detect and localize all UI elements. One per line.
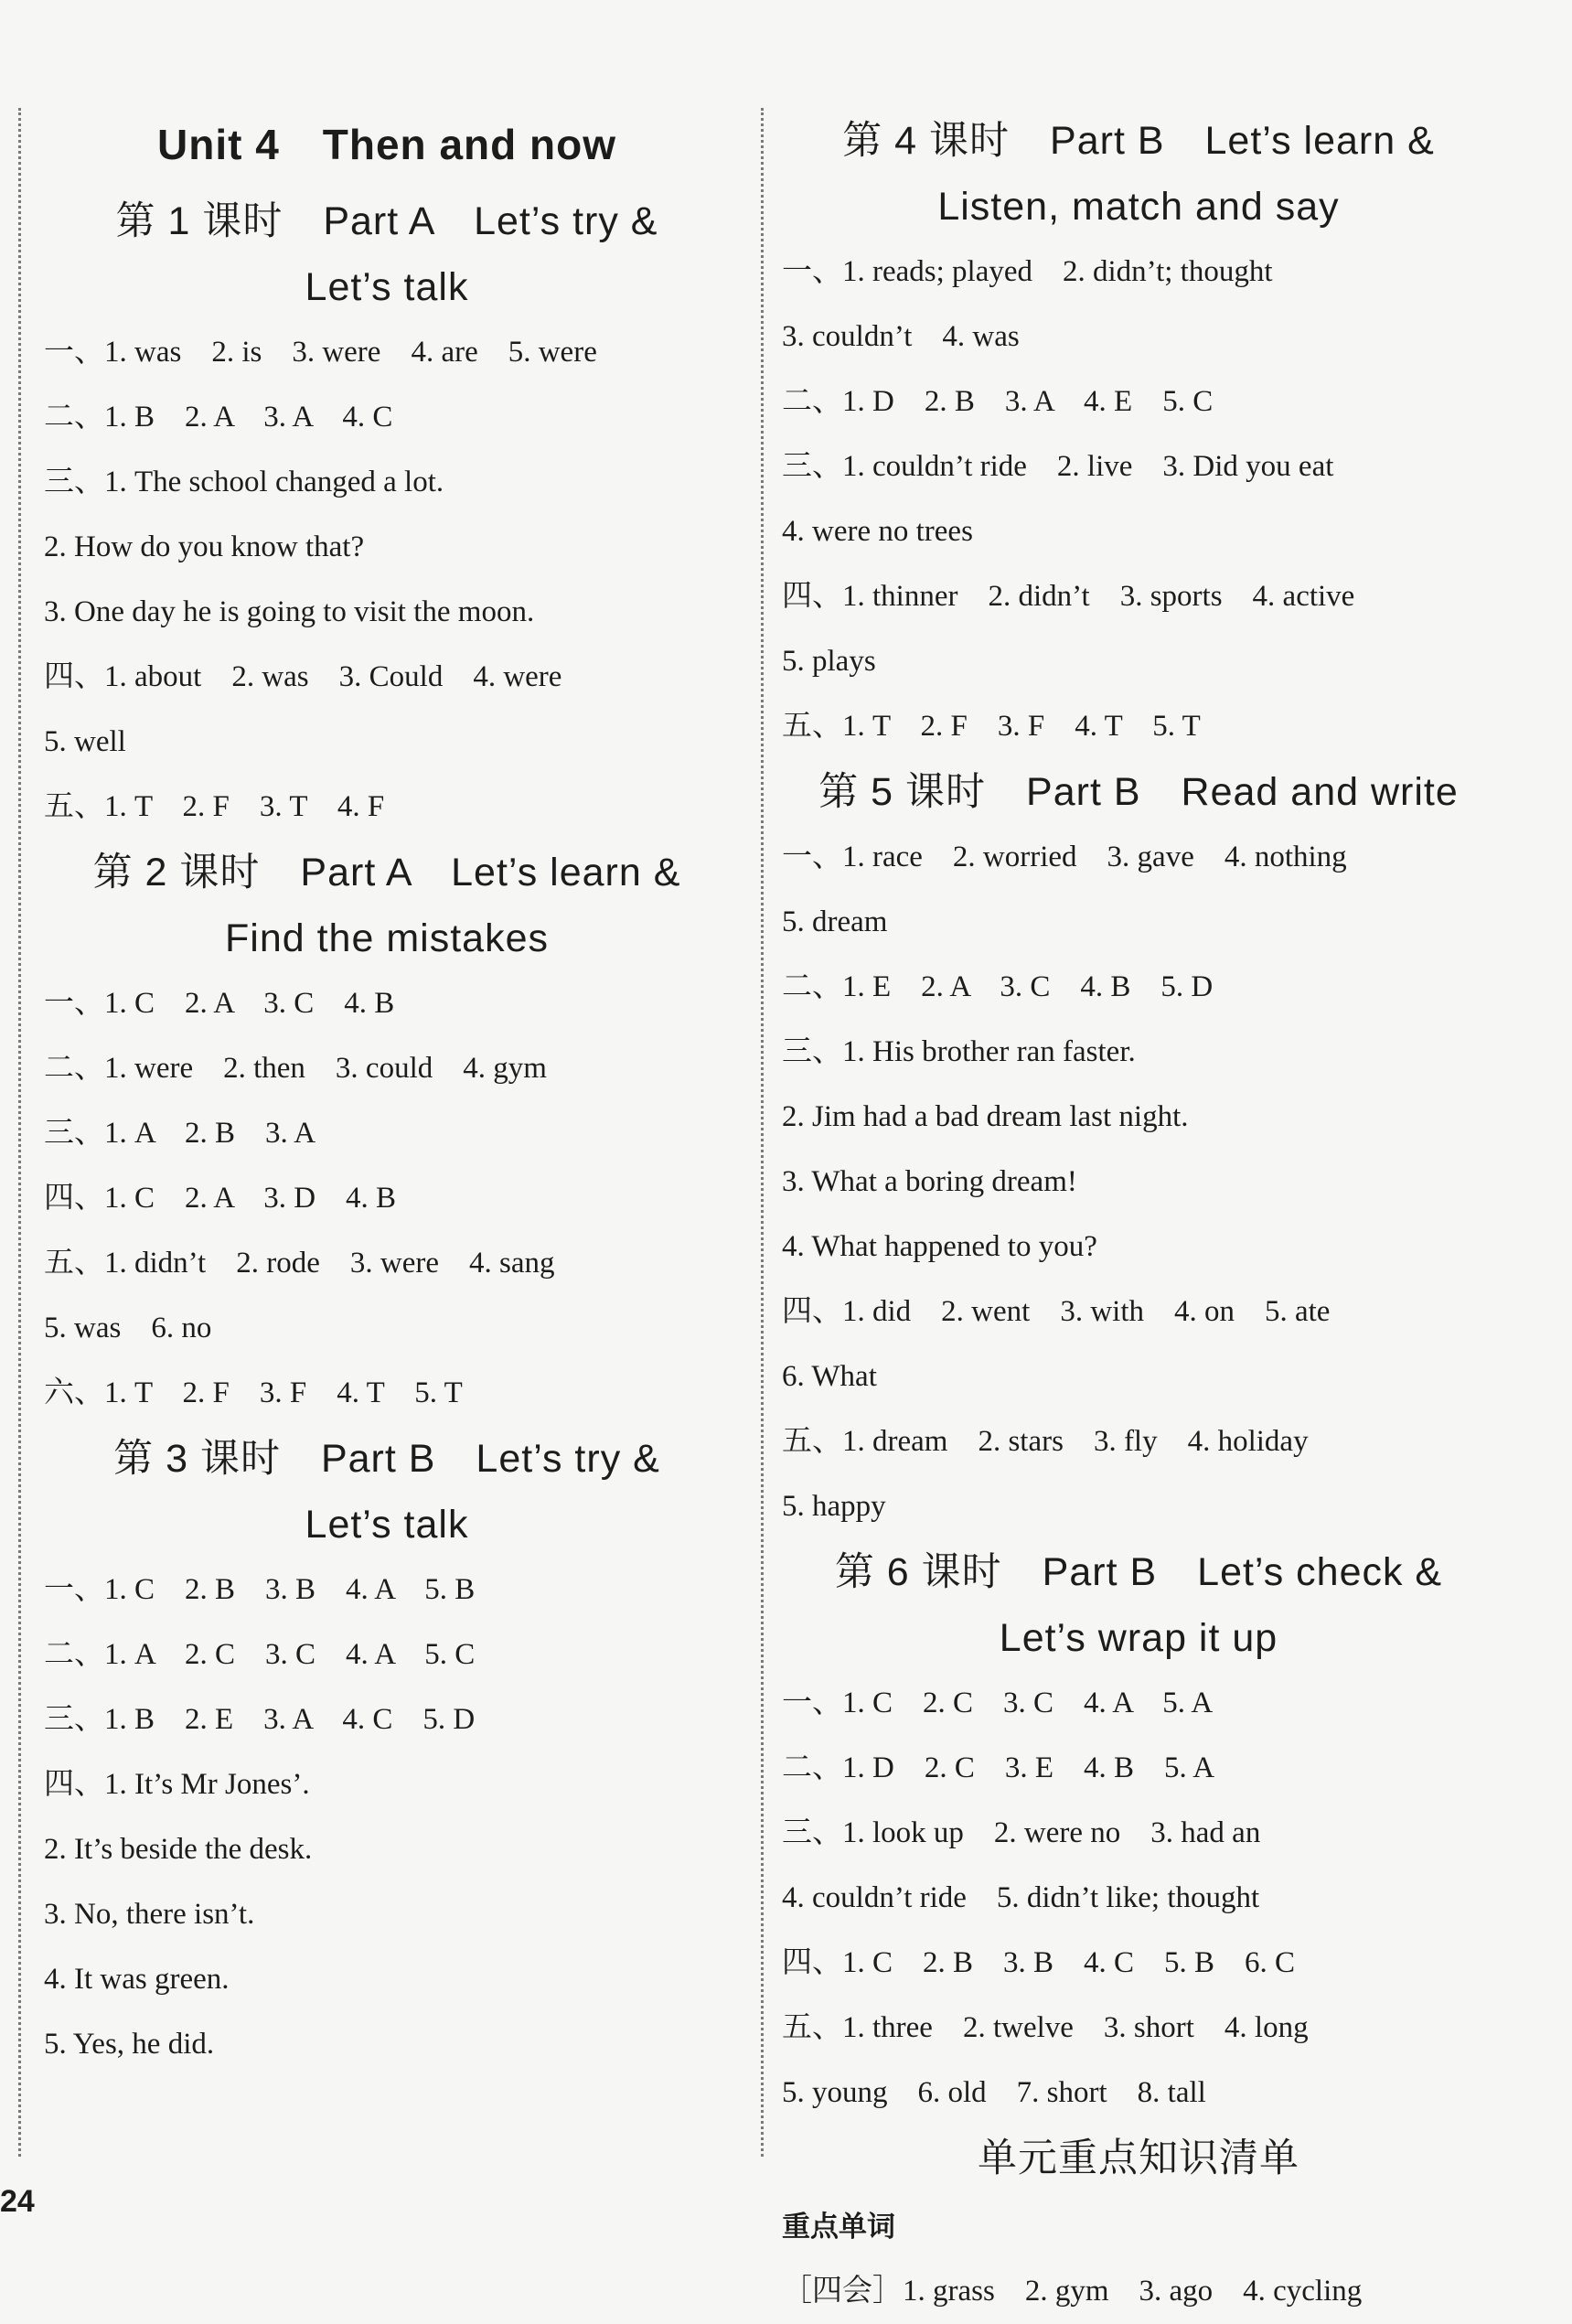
answer-line: 6. What bbox=[782, 1360, 877, 1393]
section-heading: 第 4 课时 Part B Let’s learn & bbox=[842, 119, 1435, 163]
answer-line: 四、1. C 2. A 3. D 4. B bbox=[44, 1182, 397, 1215]
answer-line: 三、1. look up 2. were no 3. had an bbox=[782, 1816, 1261, 1849]
answer-line: 五、1. didn’t 2. rode 3. were 4. sang bbox=[44, 1247, 555, 1280]
answer-line: 五、1. T 2. F 3. T 4. F bbox=[44, 790, 385, 823]
answer-line: 4. What happened to you? bbox=[782, 1230, 1097, 1263]
answer-line: 二、1. were 2. then 3. could 4. gym bbox=[44, 1052, 547, 1085]
answer-line: 三、1. B 2. E 3. A 4. C 5. D bbox=[44, 1703, 476, 1736]
answer-line: 5. young 6. old 7. short 8. tall bbox=[782, 2076, 1206, 2109]
answer-line: 五、1. T 2. F 3. F 4. T 5. T bbox=[782, 710, 1201, 743]
lesson-section bbox=[782, 759, 1495, 1539]
answer-line: 一、1. was 2. is 3. were 4. are 5. were bbox=[44, 336, 597, 369]
section-heading: 第 6 课时 Part B Let’s check & bbox=[834, 1550, 1443, 1594]
left-margin-divider bbox=[18, 108, 21, 2157]
right-column bbox=[782, 108, 1495, 2324]
section-heading: Let’s wrap it up bbox=[999, 1616, 1278, 1660]
lesson-section bbox=[782, 2126, 1495, 2324]
lesson-section bbox=[782, 108, 1495, 759]
left-column bbox=[44, 108, 730, 2077]
answer-line: 四、1. thinner 2. didn’t 3. sports 4. active bbox=[782, 580, 1355, 613]
answer-line: 5. plays bbox=[782, 645, 876, 678]
answer-line: 三、1. couldn’t ride 2. live 3. Did you eat bbox=[782, 450, 1334, 483]
answer-line: 一、1. C 2. A 3. C 4. B bbox=[44, 987, 395, 1020]
answer-line: 2. It’s beside the desk. bbox=[44, 1833, 313, 1866]
answer-line: 3. One day he is going to visit the moon. bbox=[44, 595, 535, 628]
unit-title: Unit 4 Then and now bbox=[157, 121, 616, 168]
lesson-section bbox=[782, 1539, 1495, 2126]
answer-line: 4. couldn’t ride 5. didn’t like; thought bbox=[782, 1881, 1260, 1914]
lesson-section bbox=[44, 1426, 730, 2077]
answer-line: 四、1. It’s Mr Jones’. bbox=[44, 1768, 310, 1801]
answer-line: 4. were no trees bbox=[782, 515, 973, 548]
section-heading: 第 1 课时 Part A Let’s try & bbox=[115, 199, 658, 243]
section-heading: 第 2 课时 Part A Let’s learn & bbox=[92, 851, 681, 894]
answer-line: 四、1. did 2. went 3. with 4. on 5. ate bbox=[782, 1295, 1331, 1328]
section-heading: Find the mistakes bbox=[225, 916, 549, 960]
section-heading: 第 5 课时 Part B Read and write bbox=[818, 770, 1459, 814]
answer-line: 三、1. A 2. B 3. A bbox=[44, 1117, 316, 1150]
answer-line: 二、1. D 2. C 3. E 4. B 5. A bbox=[782, 1751, 1215, 1784]
sub-heading: 重点单词 bbox=[782, 2211, 895, 2244]
lesson-section bbox=[44, 840, 730, 1426]
section-heading: Let’s talk bbox=[305, 1503, 469, 1547]
answer-line: 二、1. E 2. A 3. C 4. B 5. D bbox=[782, 970, 1214, 1003]
answer-line: 5. dream bbox=[782, 905, 888, 938]
answer-line: 一、1. reads; played 2. didn’t; thought bbox=[782, 255, 1273, 288]
answer-line: 2. How do you know that? bbox=[44, 530, 365, 563]
section-heading: 第 3 课时 Part B Let’s try & bbox=[113, 1437, 660, 1481]
answer-line: 5. was 6. no bbox=[44, 1312, 212, 1344]
answer-line: 3. No, there isn’t. bbox=[44, 1898, 255, 1931]
column-divider bbox=[761, 108, 764, 2157]
answer-line: 一、1. C 2. B 3. B 4. A 5. B bbox=[44, 1573, 476, 1606]
answer-line: 一、1. C 2. C 3. C 4. A 5. A bbox=[782, 1687, 1214, 1719]
answer-line: ［四会］1. grass 2. gym 3. ago 4. cycling bbox=[782, 2275, 1363, 2308]
answer-line: 五、1. three 2. twelve 3. short 4. long bbox=[782, 2011, 1309, 2044]
answer-line: 5. Yes, he did. bbox=[44, 2028, 215, 2061]
answer-line: 一、1. race 2. worried 3. gave 4. nothing bbox=[782, 841, 1347, 873]
answer-line: 四、1. about 2. was 3. Could 4. were bbox=[44, 660, 562, 693]
section-heading: 单元重点知识清单 bbox=[978, 2137, 1299, 2180]
answer-line: 六、1. T 2. F 3. F 4. T 5. T bbox=[44, 1376, 463, 1409]
section-heading: Listen, match and say bbox=[937, 185, 1340, 229]
answer-line: 3. couldn’t 4. was bbox=[782, 320, 1020, 353]
answer-line: 5. well bbox=[44, 725, 126, 758]
page-number: 24 bbox=[0, 2184, 35, 2219]
lesson-section bbox=[44, 188, 730, 840]
answer-line: 三、1. His brother ran faster. bbox=[782, 1035, 1136, 1068]
answer-line: 3. What a boring dream! bbox=[782, 1165, 1077, 1198]
section-heading: Let’s talk bbox=[305, 265, 469, 309]
answer-line: 二、1. A 2. C 3. C 4. A 5. C bbox=[44, 1638, 476, 1671]
answer-line: 4. It was green. bbox=[44, 1963, 230, 1996]
answer-line: 二、1. D 2. B 3. A 4. E 5. C bbox=[782, 385, 1214, 418]
answer-line: 5. happy bbox=[782, 1490, 886, 1523]
answer-line: 三、1. The school changed a lot. bbox=[44, 466, 444, 498]
answer-line: 二、1. B 2. A 3. A 4. C bbox=[44, 401, 393, 434]
answer-line: 2. Jim had a bad dream last night. bbox=[782, 1100, 1189, 1133]
answer-line: 四、1. C 2. B 3. B 4. C 5. B 6. C bbox=[782, 1946, 1296, 1979]
answer-line: 五、1. dream 2. stars 3. fly 4. holiday bbox=[782, 1425, 1309, 1458]
